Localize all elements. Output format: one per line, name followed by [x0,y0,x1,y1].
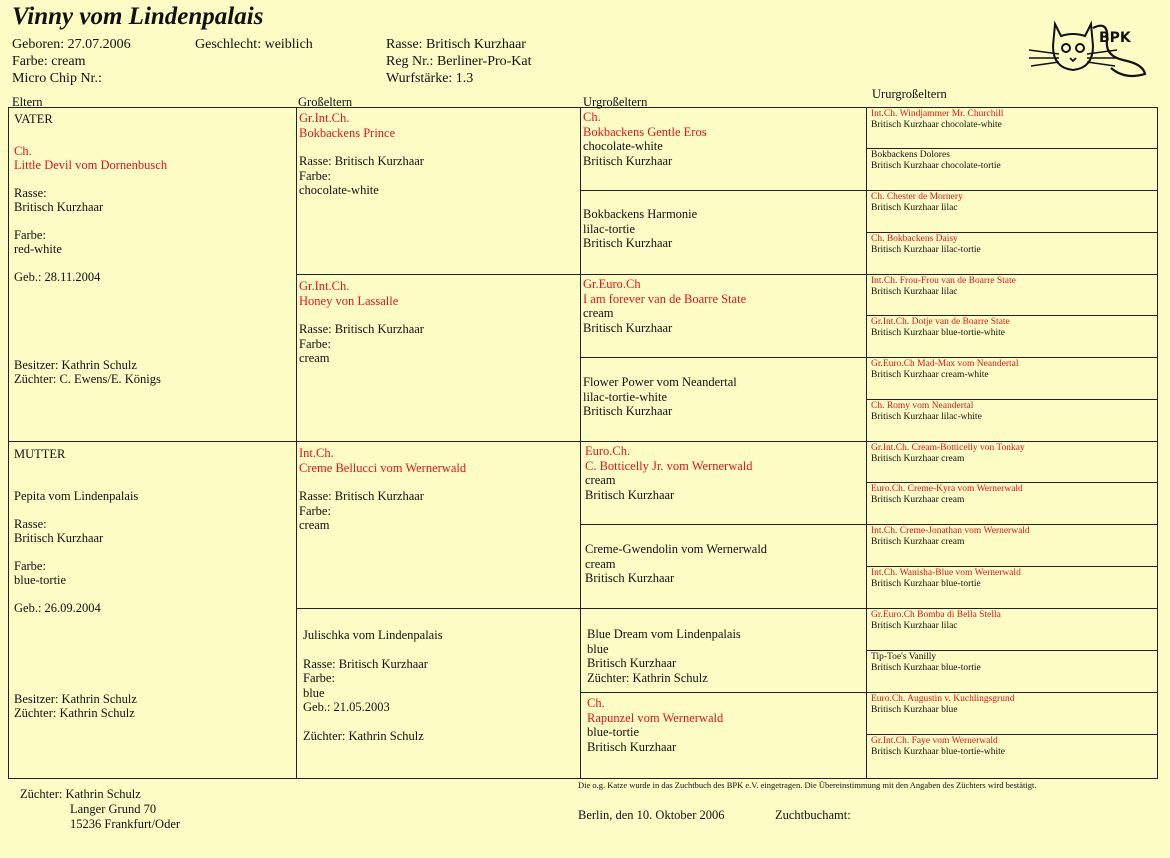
footer-street: Langer Grund 70 [70,802,157,816]
ururgrosseltern-info: Britisch Kurzhaar blue [871,705,958,715]
urgrosseltern-5: Euro.Ch. C. Botticelly Jr. vom Wernerwald cream Britisch Kurzhaar [585,444,753,502]
grosseltern-3: Int.Ch. Creme Bellucci vom Wernerwald Rasse: Britisch Kurzhaar Farbe: cream [299,446,467,532]
divider [296,608,1158,609]
ururgrosseltern-5 [871,276,1016,298]
divider [580,190,1158,191]
vater-cell [14,112,167,284]
col-ururgrosseltern: Ururgroßeltern [872,87,947,101]
footer-place-date: Berlin, den 10. Oktober 2006 [578,808,725,822]
mutter-geb: Geb.: 26.09.2004 [14,601,101,615]
urgrosseltern-6: Creme-Gwendolin vom Wernerwald cream Britisch Kurzhaar [585,542,768,585]
col-grosseltern: Großeltern [298,95,353,109]
registration: Reg Nr.: Berliner-Pro-Kat [386,54,532,69]
ururgrosseltern-name: Int.Ch. Windjammer Mr. Churchill [871,109,1004,119]
mutter-name: Pepita vom Lindenpalais [14,489,139,503]
vater-farbe-label: Farbe: [14,228,46,242]
ururgrosseltern-info: Britisch Kurzhaar lilac [871,203,958,213]
birth-date: Geboren: 27.07.2006 [12,37,131,52]
ururgrosseltern-info: Britisch Kurzhaar blue-tortie [871,663,981,673]
ururgrosseltern-2 [871,150,1001,172]
ururgrosseltern-name: Ch. Chester de Mornery [871,192,963,202]
urgrosseltern-4: Flower Power vom Neandertal lilac-tortie-white Britisch Kurzhaar [583,375,737,418]
ururgrosseltern-name: Ch. Romy vom Neandertal [871,401,974,411]
ururgrosseltern-16 [871,736,1005,758]
ururgrosseltern-7 [871,359,1018,381]
ururgrosseltern-name: Euro.Ch. Creme-Kyra vom Wernerwald [871,484,1023,494]
ururgrosseltern-info: Britisch Kurzhaar cream [871,495,965,505]
vater-farbe: red-white [14,242,62,256]
ururgrosseltern-name: Ch. Bokbackens Daisy [871,234,958,244]
vater-head: VATER [14,112,53,126]
divider [296,274,1158,275]
urgrosseltern-8: Ch. Rapunzel vom Wernerwald blue-tortie Britisch Kurzhaar [587,696,724,754]
ururgrosseltern-info: Britisch Kurzhaar lilac-tortie [871,245,981,255]
vater-zuechter: Züchter: C. Ewens/E. Königs [14,372,161,386]
urgrosseltern-2: Bokbackens Harmonie lilac-tortie Britisch Kurzhaar [583,207,698,250]
ururgrosseltern-name: Int.Ch. Wanisha-Blue vom Wernerwald [871,568,1021,578]
divider [580,357,1158,358]
ururgrosseltern-info: Britisch Kurzhaar lilac-white [871,412,982,422]
sex: Geschlecht: weiblich [195,37,313,52]
grosseltern-1: Gr.Int.Ch. Bokbackens Prince Rasse: Britisch Kurzhaar Farbe: chocolate-white [299,111,424,197]
urgrosseltern-3: Gr.Euro.Ch I am forever van de Boarre State cream Britisch Kurzhaar [583,277,747,335]
ururgrosseltern-info: Britisch Kurzhaar cream [871,454,965,464]
mutter-farbe-label: Farbe: [14,559,46,573]
ururgrosseltern-name: Bokbackens Dolores [871,150,950,160]
ururgrosseltern-14 [871,652,981,674]
ururgrosseltern-info: Britisch Kurzhaar blue-tortie-white [871,747,1006,757]
divider [580,107,581,779]
divider [866,107,867,779]
ururgrosseltern-name: Gr.Int.Ch. Dotje van de Boarre State [871,317,1010,327]
footer-zuchtbuchamt: Zuchtbuchamt: [775,808,851,822]
ururgrosseltern-name: Gr.Euro.Ch Mad-Max vom Neandertal [871,359,1019,369]
ururgrosseltern-11 [871,526,1030,548]
footer-zuechter: Züchter: Kathrin Schulz [20,787,141,801]
ururgrosseltern-4 [871,234,981,256]
grosseltern-2: Gr.Int.Ch. Honey von Lassalle Rasse: Britisch Kurzhaar Farbe: cream [299,279,424,365]
ururgrosseltern-info: Britisch Kurzhaar chocolate-white [871,120,1002,130]
footer-note: Die o.g. Katze wurde in das Zuchtbuch des BPK e.V. eingetragen. Die Übereinstimmung mit den Angaben des Züchters wird bestätigt. [578,780,1037,790]
ururgrosseltern-info: Britisch Kurzhaar cream-white [871,370,989,380]
ururgrosseltern-name: Euro.Ch. Augustin v. Kuchlingsgrund [871,694,1015,704]
ururgrosseltern-6 [871,317,1010,339]
mutter-rasse: Britisch Kurzhaar [14,531,104,545]
ururgrosseltern-name: Int.Ch. Creme-Jonathan vom Wernerwald [871,526,1030,536]
divider [580,524,1158,525]
vater-name: Little Devil vom Dornenbusch [14,158,168,172]
color: Farbe: cream [12,54,86,69]
litter-size: Wurfstärke: 1.3 [386,71,474,86]
urgrosseltern-7: Blue Dream vom Lindenpalais blue Britisch Kurzhaar Züchter: Kathrin Schulz [587,627,741,685]
ururgrosseltern-15 [871,694,1014,716]
bpk-cat-logo-icon [1025,10,1150,82]
ururgrosseltern-name: Gr.Int.Ch. Cream-Botticelly von Tonkay [871,443,1025,453]
mutter-farbe: blue-tortie [14,573,67,587]
ururgrosseltern-name: Int.Ch. Frou-Frou van de Boarre State [871,276,1016,286]
ururgrosseltern-info: Britisch Kurzhaar lilac [871,621,958,631]
ururgrosseltern-1 [871,109,1003,131]
mutter-zuechter: Züchter: Kathrin Schulz [14,706,135,720]
ururgrosseltern-9 [871,443,1025,465]
ururgrosseltern-13 [871,610,1001,632]
vater-geb: Geb.: 28.11.2004 [14,270,101,284]
divider [580,692,1158,693]
divider [296,107,297,779]
ururgrosseltern-info: Britisch Kurzhaar blue-tortie-white [871,328,1006,338]
vater-rasse-label: Rasse: [14,186,47,200]
mutter-head: MUTTER [14,447,66,461]
col-urgrosseltern: Urgroßeltern [583,95,648,109]
vater-besitzer: Besitzer: Kathrin Schulz [14,358,137,372]
svg-text:BPK: BPK [1099,30,1131,46]
col-eltern: Eltern [12,95,43,109]
vater-title: Ch. [14,144,32,158]
ururgrosseltern-10 [871,484,1023,506]
ururgrosseltern-name: Tip-Toe's Vanilly [871,652,937,662]
ururgrosseltern-name: Gr.Euro.Ch Bomba di Bella Stella [871,610,1001,620]
ururgrosseltern-8 [871,401,982,423]
ururgrosseltern-3 [871,192,963,214]
microchip: Micro Chip Nr.: [12,71,102,86]
divider [8,441,1158,442]
breed: Rasse: Britisch Kurzhaar [386,37,526,52]
urgrosseltern-1: Ch. Bokbackens Gentle Eros chocolate-white Britisch Kurzhaar [583,110,707,168]
ururgrosseltern-12 [871,568,1021,590]
ururgrosseltern-info: Britisch Kurzhaar blue-tortie [871,579,981,589]
ururgrosseltern-info: Britisch Kurzhaar chocolate-tortie [871,161,1001,171]
grosseltern-4: Julischka vom Lindenpalais Rasse: Britisch Kurzhaar Farbe: blue Geb.: 21.05.2003 Züchter: Kathrin Schulz [303,628,443,743]
mutter-besitzer: Besitzer: Kathrin Schulz [14,692,137,706]
ururgrosseltern-info: Britisch Kurzhaar lilac [871,287,958,297]
cat-name: Vinny vom Lindenpalais [12,3,264,30]
footer-city: 15236 Frankfurt/Oder [70,817,181,831]
ururgrosseltern-info: Britisch Kurzhaar cream [871,537,965,547]
mutter-rasse-label: Rasse: [14,517,47,531]
mutter-cell [14,447,138,615]
vater-rasse: Britisch Kurzhaar [14,200,104,214]
ururgrosseltern-name: Gr.Int.Ch. Faye vom Wernerwald [871,736,998,746]
